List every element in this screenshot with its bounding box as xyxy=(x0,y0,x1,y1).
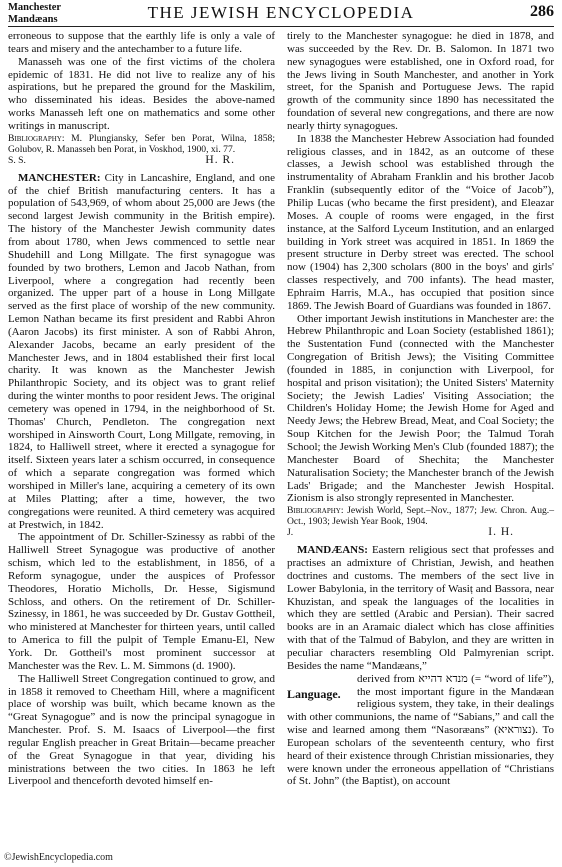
manchester-intro-paragraph xyxy=(8,172,275,532)
bibliography-label: Bibliography: xyxy=(8,132,65,144)
mandaeans-intro-paragraph xyxy=(287,544,554,672)
manchester-synagogues-paragraph: tirely to the Manchester synagogue: he died in 1878, and was succeeded by the Rev. Dr. B. Salomon. In 1871 two new synagogues were established, one in Oxford road, for the Jews living in South Manchester, and another in York street, for the Spanish and Portuguese Jews. The rapid growth of the community since 1890 has necessitated the foundation of several new congregations, and there are now nearly thirty synagogues. xyxy=(287,30,554,132)
left-column xyxy=(8,30,275,788)
side-heading-language: Language. xyxy=(287,686,341,701)
signature-initials-left: J. xyxy=(287,527,294,539)
header-catchword-last: Mandæans xyxy=(8,13,58,25)
manchester-schools-paragraph: In 1838 the Manchester Hebrew Association had founded religious classes, and in 1842, as an outcome of these classes, a Jewish school was established through the instrumentality of Abraham Franklin and his brother Jacob Franklin (subsequently editor of the “Voice of Jacob”), Philip Lucas (who became the first president), and Eleazar Moses. A couple of rooms were engaged, in the first instance, at the Salford Lyceum Institution, and an enlarged building in York street was acquired in 1851. In 1869 the present structure in Derby street was erected. The school now (1904) has 2,300 scholars (800 in the boys' and girls' classes respectively, and 700 infants). The head master, Ephraim Harris, M.A., has occupied that position since 1869. The Jewish Board of Guardians was founded in 1867. xyxy=(287,132,554,312)
halliwell-street-paragraph: The Halliwell Street Congregation continued to grow, and in 1858 it removed to Cheetham Hill, where a magnificent place of worship was built, which became known as the “Great Synagogue” and is now the principal synagogue in Manchester. Prof. S. M. Isaacs of Liverpool—the first regular English preacher in Great Britain—became preacher of the Great Synagogue in that year, dividing his ministrations between the two cities. In 1863 he left Liverpool and thenceforth devoted himself en- xyxy=(8,672,275,788)
bibliography-label: Bibliography: xyxy=(287,505,344,517)
manchester-institutions-paragraph: Other important Jewish institutions in Manchester are: the Hebrew Philanthropic and Loan Society (established 1861); the Sustentation Fund (connected with the Manchester Congregation of British Jews); the Visiting Committee (founded in 1885, in conjunction with Liverpool, for hospital and prison visitation); the United Sisters' Maternity Society; the Jewish Ladies' Visiting Association; the Children's Holiday Home; the Jewish Home for Aged and Needy Jews; the Hebrew Bread, Meat, and Coal Society; the Soup Kitchen for the Jewish Poor; the Talmud Torah School; the Jewish Working Men's Club (founded 1887); the Manchester Board of Shechita; the Manchester Naturalisation Society; the Manchester branch of the Jewish Lads' Brigade; and the Manchester Jewish Hospital. Zionism is also strongly represented in Manchester. xyxy=(287,312,554,505)
bibliography-text: M. Plungiansky, Sefer ben Porat, Wilna, 1858; Golubov, R. Manasseh ben Porat, in Voskhod, 1900, xi. 77. xyxy=(8,132,275,155)
manasseh-paragraph: Manasseh was one of the first victims of the cholera epidemic of 1831. He did not live to realize any of his aspirations, but he prepared the ground for the Maskilim, who disseminated his ideas. Besides the above-named works Manasseh left one on mathematics and some other writings in manuscript. xyxy=(8,55,275,132)
header-rule xyxy=(8,26,554,27)
header-catchword-first: Manchester xyxy=(8,2,62,13)
signature-manchester xyxy=(287,527,554,538)
running-header xyxy=(8,2,554,28)
signature-manasseh xyxy=(8,155,275,166)
headword-manchester: MANCHESTER: xyxy=(18,171,101,184)
headword-mandaeans: MANDÆANS: xyxy=(297,544,368,557)
bibliography-manchester xyxy=(287,505,554,527)
signature-initials-right: H. R. xyxy=(205,153,235,166)
page-number: 286 xyxy=(530,3,554,20)
signature-initials-right: I. H. xyxy=(488,526,514,539)
bibliography-manasseh xyxy=(8,133,275,155)
manasseh-paragraph-end: erroneous to suppose that the earthly life is only a vale of tears and misery and the antechamber to a future life. xyxy=(8,30,275,55)
right-column xyxy=(287,30,554,788)
bibliography-text: Jewish World, Sept.–Nov., 1877; Jew. Chron. Aug.–Oct., 1903; Jewish Year Book, 1904. xyxy=(287,505,554,528)
schiller-szinessy-paragraph: The appointment of Dr. Schiller-Szinessy as rabbi of the Halliwell Street Synagogue was productive of another schism, which led to the establishment, in 1856, of a Reform synagogue, under the auspices of Professor Theodores, Horatio Micholls, Dr. Hesse, Sigismund Schloss, and others. On the retirement of Dr. Schiller-Szinessy, in 1861, he was succeeded by Dr. Gustav Gottheil, who ministered at Manchester for thirteen years, until called to America to fill the pulpit of Temple Emanu-El, New York. Dr. Gottheil's most prominent successor at Manchester was the Rev. L. M. Simmons (d. 1900). xyxy=(8,531,275,672)
signature-initials-left: S. S. xyxy=(8,154,26,166)
copyright-footer: ©JewishEncyclopedia.com xyxy=(4,852,113,863)
header-title: THE JEWISH ENCYCLOPEDIA xyxy=(147,3,415,22)
manchester-intro-text: City in Lancashire, England, and one of the chief British manufacturing centers. It has a population of 543,969, of whom about 25,000 are Jews (the second largest Jewish community in the British empire). The history of the Manchester Jewish community dates from about 1780, when Jews commenced to settle near Shudehill and Long Millgate. The first synagogue was founded by two brothers, Lemon and Jacob Nathan, from Liverpool, where a congregation had recently been organized. The upper part of a house in Long Millgate served as the first place of worship of the new community. Lemon Nathan became its first president and Rabbi Ahron (Aaron Jacobs) its first minister. A son of Rabbi Ahron, Alexander Jacobs, became an early president of the Manchester Jews, and in 1804 established their first local charity. It was known as the Manchester Jewish Philanthropic Society, and its object was to grant relief during the winter months to poor resident Jews. The original cemetery was opened in 1794, in the neighborhood of St. Thomas' Church, Pendleton. The congregation next worshiped in Ainsworth Court, Long Millgate, removing, in 1824, to Halliwell street, where it erected a synagogue for itself. Sixteen years later a schism occurred, in consequence of which a separate congregation was formed which worshiped in Miller's lane, acquiring a cemetery of its own at Miles Platting; after a time, however, the two congregations were reunited. A third cemetery was acquired at Prestwich, in 1842. xyxy=(8,171,275,531)
mandaeans-language-text: derived from מנדא דהייא (= “word of life”), the most important figure in the Mandæan religious system, they take, in their dealings with other communions, the name of “Sabians,” and call the wise and learned among them “Nasoræans” (נצוראיא). To European scholars of the seventeenth century, who first heard of their existence through Christian missionaries, they were known under the erroneous appellation of “Christians of St. John” (the Baptist), on account xyxy=(287,672,555,788)
mandaeans-intro-text: Eastern religious sect that professes and practises an admixture of Christian, Jewish, and heathen doctrines and customs. The members of the sect live in Lower Babylonia, in the territory of Wasiṭ and Bassora, near Khuzistan, and speak the languages of the localities in which they are settled (Arabic and Persian). Their sacred books are in an Aramaic dialect which has close affinities with that of the Talmud of Babylon, and they are written in peculiar characters resembling Old Palmyrenian script. Besides the name “Mandæans,” xyxy=(287,544,555,672)
mandaeans-language-paragraph xyxy=(287,673,554,789)
